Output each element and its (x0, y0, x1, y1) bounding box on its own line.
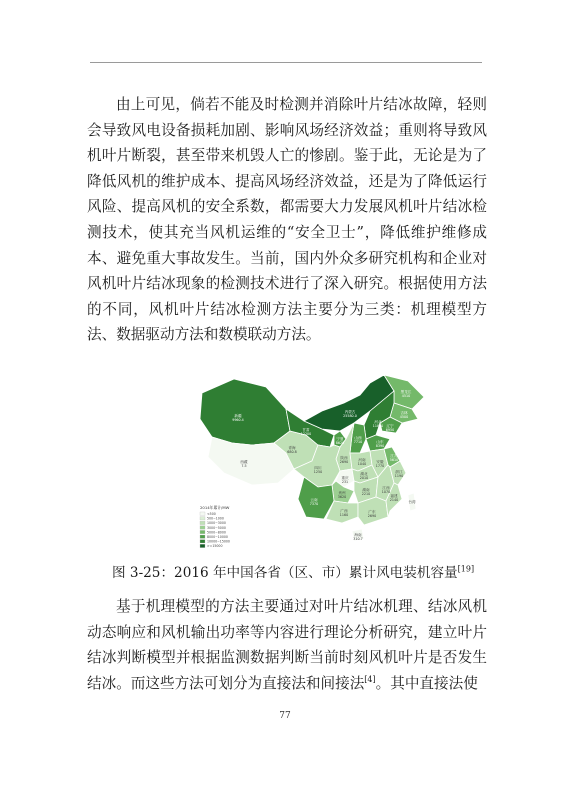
map-region-label: 山东 (376, 440, 384, 444)
legend-swatch (200, 530, 205, 533)
map-region-value: 6950 (385, 428, 395, 433)
map-region-value: 12200 (300, 432, 312, 437)
legend-swatch (200, 521, 205, 524)
map-region-label: 河南 (358, 458, 366, 462)
page-number: 77 (279, 711, 291, 721)
map-region-label: 江苏 (390, 454, 398, 458)
map-region-label: 甘肃 (302, 428, 310, 432)
legend-title: 2014年累计/MW (200, 505, 230, 510)
map-region-label: 湖北 (360, 472, 368, 476)
map-region-label: 海南 (354, 533, 362, 537)
legend-swatch (200, 512, 205, 515)
map-region-label: 内蒙古 (344, 410, 356, 414)
map-region-value: 1190 (394, 474, 404, 479)
map-region-value: 7710 (353, 440, 363, 445)
map-region-value: 2140 (389, 498, 399, 503)
paragraph-mechanism (87, 594, 487, 696)
map-svg (194, 373, 430, 553)
map-region (200, 379, 290, 445)
map-region-label: 湖南 (362, 488, 370, 492)
legend-swatch (200, 517, 205, 520)
map-region-label: 广东 (368, 510, 376, 514)
map-region-value: 231 (341, 480, 349, 485)
map-region-value: 1070 (381, 490, 391, 495)
map-region-value: 2210 (361, 492, 371, 497)
map-region-value: 7.5 (241, 464, 247, 469)
map-region-label: 四川 (314, 466, 322, 470)
legend-label: 1000~3000 (207, 521, 226, 526)
map-region-label: 重庆 (341, 476, 349, 480)
map-region-value: 2690 (339, 460, 349, 465)
map-region-label: 云南 (310, 498, 318, 502)
map-region-label: 安徽 (376, 460, 384, 464)
map-region-value: 310.7 (353, 537, 363, 542)
map-region-value: 1160 (339, 513, 349, 518)
map-region-value: 2690 (367, 514, 377, 519)
map-region-value: 9960.4 (232, 418, 244, 423)
map-region-value: 5610 (389, 458, 399, 463)
paragraph-mechanism-tail: 。其中直接法使 (375, 674, 478, 692)
map-legend (200, 505, 230, 548)
header-rule (90, 62, 482, 63)
map-region-label: 陕西 (340, 456, 348, 460)
map-region-value: 4510 (401, 394, 411, 399)
map-region-value: 1770 (375, 464, 385, 469)
map-region-value: 3620 (337, 495, 347, 500)
map-region-value: 1250 (313, 470, 323, 475)
map-region-label: 贵州 (338, 491, 346, 495)
map-region-label: 福建 (390, 494, 398, 498)
legend-label: 500~1000 (207, 516, 224, 521)
map-region-value: 4500 (399, 415, 409, 420)
map-region-value: 7370 (309, 502, 319, 507)
figure-caption (112, 563, 482, 583)
map-region-label: 黑龙江 (400, 390, 412, 394)
citation-ref: [4] (364, 674, 376, 684)
legend-label: 5000~8000 (207, 530, 226, 535)
map-region-label: 西藏 (240, 460, 248, 464)
map-region-label: 浙江 (395, 470, 403, 474)
legend-swatch (200, 540, 205, 543)
paragraph-intro: 由上可见，倘若不能及时检测并消除叶片结冰故障，轻则会导致风电设备损耗加剧、影响风场经济效益；重则将导致风机叶片断裂，甚至带来机毁人亡的惨剧。鉴于此，无论是为了降低风机的维护成本、提高风场经济效益，还是为了降低运行风险、提高风机的安全系数，都需要大力发展风机叶片结冰检测技术，使其充当风机运维的“安全卫士”，降低维护维修成本、避免重大事故发生。当前，国内外众多研究机构和企业对风机叶片结冰现象的检测技术进行了深入研究。根据使用方法的不同，风机叶片结冰检测方法主要分为三类：机理模型方法、数据驱动方法和数模联动方法。 (87, 96, 487, 344)
map-region-value: 1040 (357, 462, 367, 467)
map-region-label: 新疆 (234, 414, 242, 418)
paragraph-mechanism-text: 基于机理模型的方法主要通过对叶片结冰机理、结冰风机动态响应和风机输出功率等内容进行理论分析研究，建立叶片结冰判断模型并根据监测数据判断当前时刻风机叶片是否发生结冰。而这些方法可划分为直接法和间接法 (87, 598, 487, 692)
legend-label: 8000~10000 (207, 535, 228, 539)
china-wind-capacity-map (194, 373, 430, 553)
map-region-label: 广西 (340, 509, 348, 513)
map-region-value: 680.8 (287, 450, 297, 455)
map-region-label: 辽宁 (386, 424, 394, 428)
map-region-label: 吉林 (400, 411, 408, 415)
legend-label: 10000~15000 (207, 539, 230, 544)
map-region-value: 11800 (372, 424, 384, 429)
map-region-label: 山西 (354, 436, 362, 440)
legend-swatch (200, 526, 205, 529)
map-region-value: 8620 (335, 441, 345, 446)
map-region-label: 河北 (374, 420, 382, 424)
legend-swatch (200, 544, 205, 547)
map-region-value: 2010 (359, 476, 369, 481)
map-region-value: 8390 (375, 444, 385, 449)
figure-caption-ref: [19] (457, 564, 475, 574)
figure-caption-text: 图 3-25：2016 年中国各省（区、市）累计风电装机容量 (112, 565, 458, 581)
legend-label: >=15000 (207, 544, 223, 549)
map-region-label: 江西 (382, 486, 390, 490)
map-region-value: 25580.0 (343, 414, 357, 419)
map-region-label: 台湾 (408, 500, 416, 504)
map-region-label: 宁夏 (336, 437, 344, 441)
legend-label: <500 (207, 512, 216, 516)
legend-label: 3000~5000 (207, 525, 226, 530)
legend-swatch (200, 535, 205, 538)
map-region-label: 青海 (288, 446, 296, 450)
